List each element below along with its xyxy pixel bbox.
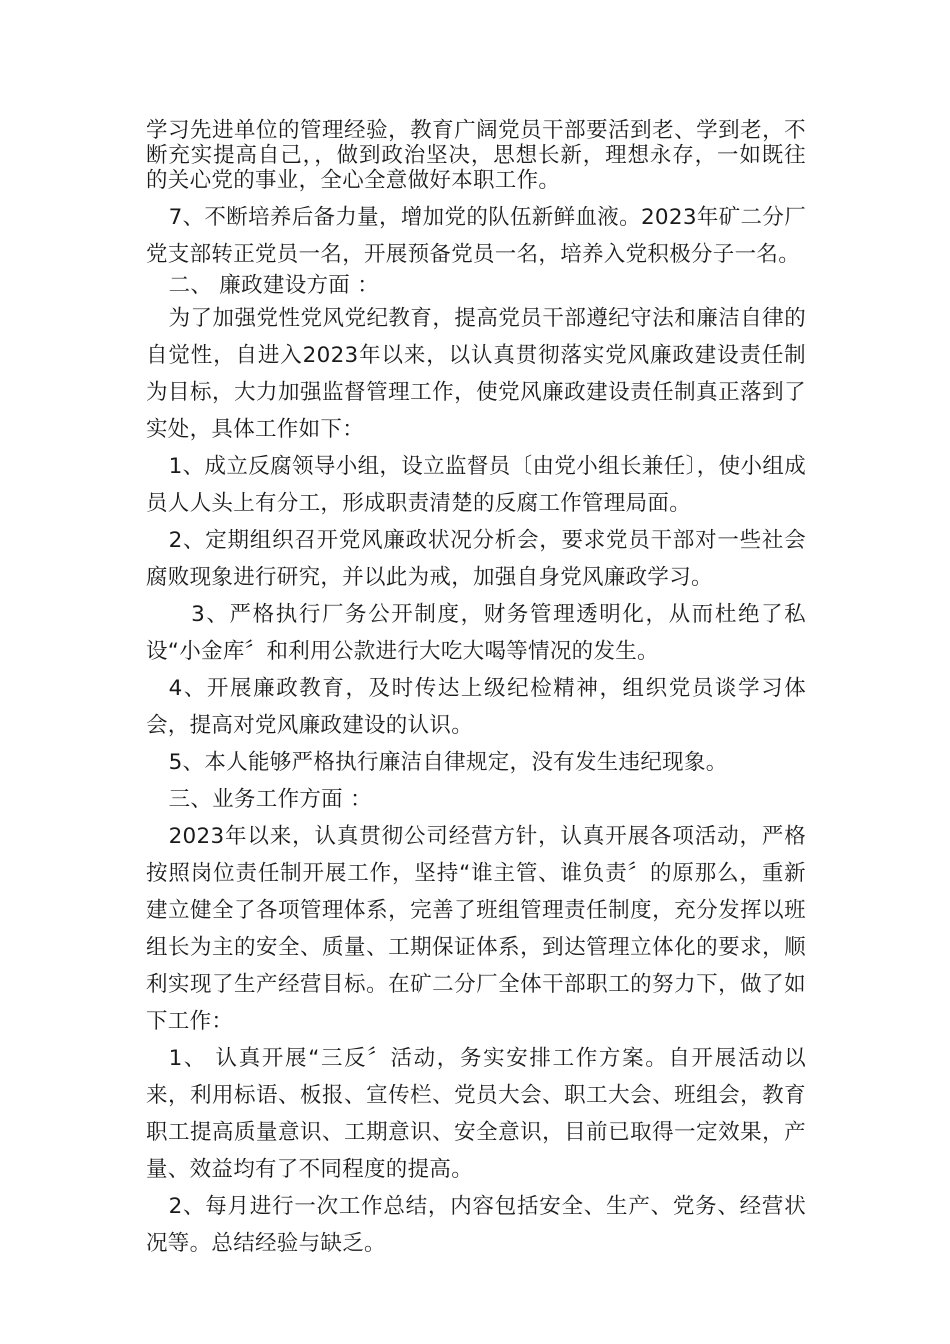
paragraph-business-item-2: 2、每月进行一次工作总结，内容包括安全、生产、党务、经营状况等。总结经验与缺乏。 [146,1194,806,1256]
paragraph-business-item-1: 1、 认真开展“三反〞活动，务实安排工作方案。自开展活动以来，利用标语、板报、宣传栏、党员大会、职工大会、班组会，教育职工提高质量意识、工期意识、安全意识，目前已取得一定效果，产量、效益均有了不同程度的提高。 [146,1046,806,1182]
paragraph-integrity-item-5: 5、本人能够严格执行廉洁自律规定，没有发生违纪现象。 [168,750,728,775]
document-body [146,118,806,1262]
section-heading-business: 三、业务工作方面 ： [168,787,372,812]
paragraph-party-learning: 学习先进单位的管理经验，教育广阔党员干部要活到老、学到老，不断充实提高自己，，做到政治坚决，思想长新，理想永存，一如既往的关心党的事业，全心全意做好本职工作。 [146,118,806,193]
paragraph-integrity-item-3: 3、严格执行厂务公开制度，财务管理透明化，从而杜绝了私设“小金库〞和利用公款进行大吃大喝等情况的发生。 [146,602,806,664]
paragraph-integrity-item-2: 2、定期组织召开党风廉政状况分析会，要求党员干部对一些社会腐败现象进行研究，并以此为戒，加强自身党风廉政学习。 [146,528,806,590]
paragraph-business-intro: 2023年以来，认真贯彻公司经营方针，认真开展各项活动，严格按照岗位责任制开展工作，坚持“谁主管、谁负责〞的原那么，重新建立健全了各项管理体系，完善了班组管理责任制度，充分发挥以班组长为主的安全、质量、工期保证体系，到达管理立体化的要求，顺利实现了生产经营目标。在矿二分厂全体干部职工的努力下，做了如下工作： [146,824,806,1034]
section-heading-integrity: 二、 廉政建设方面 ： [168,273,380,298]
paragraph-integrity-item-4: 4、开展廉政教育，及时传达上级纪检精神，组织党员谈学习体会，提高对党风廉政建设的认识。 [146,676,806,738]
paragraph-integrity-intro: 为了加强党性党风党纪教育，提高党员干部遵纪守法和廉洁自律的自觉性，自进入2023年以来，以认真贯彻落实党风廉政建设责任制为目标，大力加强监督管理工作，使党风廉政建设责任制真正落到了实处，具体工作如下： [146,306,806,442]
paragraph-integrity-item-1: 1、成立反腐领导小组，设立监督员〔由党小组长兼任〕，使小组成员人人头上有分工，形成职责清楚的反腐工作管理局面。 [146,454,806,516]
paragraph-item-7: 7、不断培养后备力量，增加党的队伍新鲜血液。2023年矿二分厂党支部转正党员一名，开展预备党员一名，培养入党积极分子一名。 [146,205,806,267]
